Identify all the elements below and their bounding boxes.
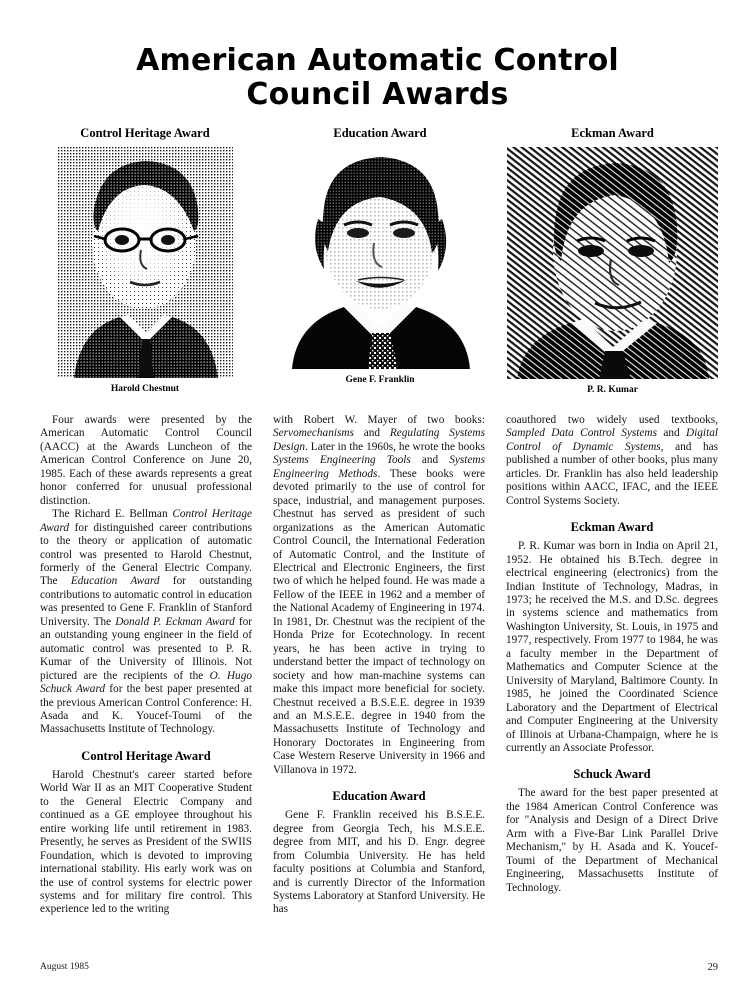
column-3 (506, 414, 718, 954)
column-2 (273, 414, 485, 954)
award-caption-education: Education Award (333, 126, 427, 140)
award-photo-cell-education (272, 126, 488, 386)
paragraph-schuck-award-paper: The award for the best paper presented at the 1984 American Control Conference was for "Analysis and Design of a Direct Drive Arm with a Five-Bar Link Parallel Drive Mechanism," by H. Asada and K. Youcef-Toumi of the Department of Mechanical Engineering, Massachusetts Institute of Technology. (506, 787, 718, 894)
title-eckman-award: Donald P. Eckman Award (115, 615, 235, 628)
title-schuck-award: O. Hugo Schuck Award (40, 669, 252, 696)
paragraph-chestnut-bio-cont (273, 414, 485, 777)
page-footer (40, 962, 718, 980)
text-run: . These books were devoted primarily to the use of control for space, industrial, and management purposes. Chestnut has served as president of such organizations as the American Automatic Control Council, the International Federation of Automatic Control, and the Institute of Electrical and Electronic Engineers, the first two of which he helped found. He was made a Fellow of the IEEE in 1962 and a member of the National Academy of Engineering in 1974. In 1981, Dr. Chestnut was the recipient of the Honda Prize for Ecotechnology. In recent years, he has been active in trying to understand better the impact of technology on society and how man-machine systems can make this impact more beneficial for society. Chestnut received a B.S.E.E. degree in 1939 and an M.S.E.E. degree in 1940 from the Massachusetts Institute of Technology and Honorary Doctorates in Engineering from Case Western Reserve University in 1966 and Villanova in 1972. (273, 467, 485, 776)
text-run: and (657, 427, 686, 440)
text-run: for an outstanding young engineer in the field of automatic control was presented to P. R. Kumar of the University of Illinois. Not pictured are the recipients of the (40, 615, 252, 682)
award-photo-cell-eckman (507, 126, 718, 396)
text-run: , and has published a number of other books, plus many articles. Dr. Franklin has also held leadership positions within AACC, IFAC, and the IEEE Control Systems Society. (506, 440, 719, 507)
paragraph-franklin-bio-start: Gene F. Franklin received his B.S.E.E. degree from Georgia Tech, his M.S.E.E. degree from MIT, and his D. Engr. degree from Columbia University. He has held faculty positions at Columbia and Stanford, and is currently Director of the Information Systems Laboratory at Stanford University. He has (273, 809, 485, 916)
text-run: and (410, 454, 450, 467)
paragraph-chestnut-bio-start: Harold Chestnut's career started before World War II as an MIT Cooperative Student to the General Electric Company and continued as a GE employee throughout his entire working life until retirement in 1983. Presently, he serves as President of the SWIIS Foundation, which is devoted to improving international stability. His early work was on the use of control systems for electric power systems and for military fire control. This experience led to the writing (40, 768, 252, 916)
award-caption-eckman: Eckman Award (571, 126, 654, 140)
section-heading-control-heritage-award: Control Heritage Award (81, 748, 211, 763)
text-run: The Richard E. Bellman (52, 508, 173, 521)
text-run: . Later in the 1960s, he wrote the books (305, 440, 485, 453)
title-control-heritage-award: Control Heritage Award (40, 508, 253, 534)
portrait-image-chestnut (58, 147, 233, 378)
award-photo-row (40, 126, 718, 396)
text-run: and (353, 427, 390, 440)
text-run: coauthored two widely used textbooks, (506, 414, 718, 426)
person-name-gene-f-franklin: Gene F. Franklin (345, 375, 415, 385)
book-title-regulating-systems-design: Regulating Systems Design (273, 427, 485, 453)
award-photo-cell-control-heritage (40, 126, 250, 395)
page-title (40, 44, 715, 112)
text-run: for outstanding contributions to automatic control in education was presented to Gene F. Franklin of Stanford University. The (40, 575, 252, 628)
headline-line-2: Council Awards (246, 77, 509, 112)
portrait-p-r-kumar (507, 147, 718, 379)
section-heading-schuck-award: Schuck Award (573, 767, 651, 782)
title-education-award: Education Award (70, 575, 160, 588)
section-heading-eckman-award: Eckman Award (570, 520, 654, 535)
section-heading-education-award: Education Award (332, 789, 426, 804)
portrait-image-franklin (274, 147, 487, 369)
book-title-servomechanisms: Servomechanisms (273, 427, 354, 440)
book-title-systems-engineering-methods: Systems Engineering Methods (273, 454, 485, 480)
footer-issue-date: August 1985 (40, 962, 89, 972)
article-body (40, 414, 718, 954)
text-run: for distinguished career contributions to the theory or application of automatic control was presented to Harold Chestnut, formerly of the General Electric Company. The (40, 521, 252, 588)
book-title-systems-engineering-tools: Systems Engineering Tools (273, 454, 411, 467)
text-run: with Robert W. Mayer of two books: (273, 414, 485, 426)
portrait-image-kumar (507, 147, 718, 379)
paragraph-intro: Four awards were presented by the American Automatic Control Council (AACC) at the Awards Luncheon of the American Control Conference on June 20, 1985. Each of these awards represents a great honor conferred for unusual professional distinction. (40, 414, 252, 507)
text-run: for the best paper presented at the previous American Control Conference: H. Asada and K. Youcef-Toumi of the Massachusetts Institute of Technology. (40, 683, 252, 736)
paragraph-awards-overview (40, 508, 252, 737)
award-caption-control-heritage: Control Heritage Award (80, 126, 210, 140)
person-name-harold-chestnut: Harold Chestnut (110, 384, 180, 394)
paragraph-franklin-bio-cont (506, 414, 718, 508)
headline-line-1: American Automatic Control (136, 43, 619, 78)
footer-page-number: 29 (707, 962, 718, 973)
column-1 (40, 414, 252, 954)
person-name-p-r-kumar: P. R. Kumar (587, 385, 638, 395)
paragraph-kumar-bio: P. R. Kumar was born in India on April 21, 1952. He obtained his B.Tech. degree in electrical engineering (electronics) from the Indian Institute of Technology, Madras, in 1973; he received the M.S. and D.Sc. degrees in systems science and mathematics from Washington University, St. Louis, in 1975 and 1977, respectively. From 1977 to 1984, he was a faculty member in the Department of Mathematics and Computer Science at the University of Maryland, Baltimore County. In 1985, he joined the Coordinated Science Laboratory and the Department of Electrical and Computer Engineering at the University of Illinois at Urbana-Champaign, where he is currently an Associate Professor. (506, 540, 718, 754)
portrait-gene-f-franklin (274, 147, 487, 369)
book-title-sampled-data-control-systems: Sampled Data Control Systems (506, 427, 657, 440)
portrait-harold-chestnut (58, 147, 233, 378)
book-title-digital-control-of-dynamic-systems: Digital Control of Dynamic Systems (506, 427, 718, 453)
